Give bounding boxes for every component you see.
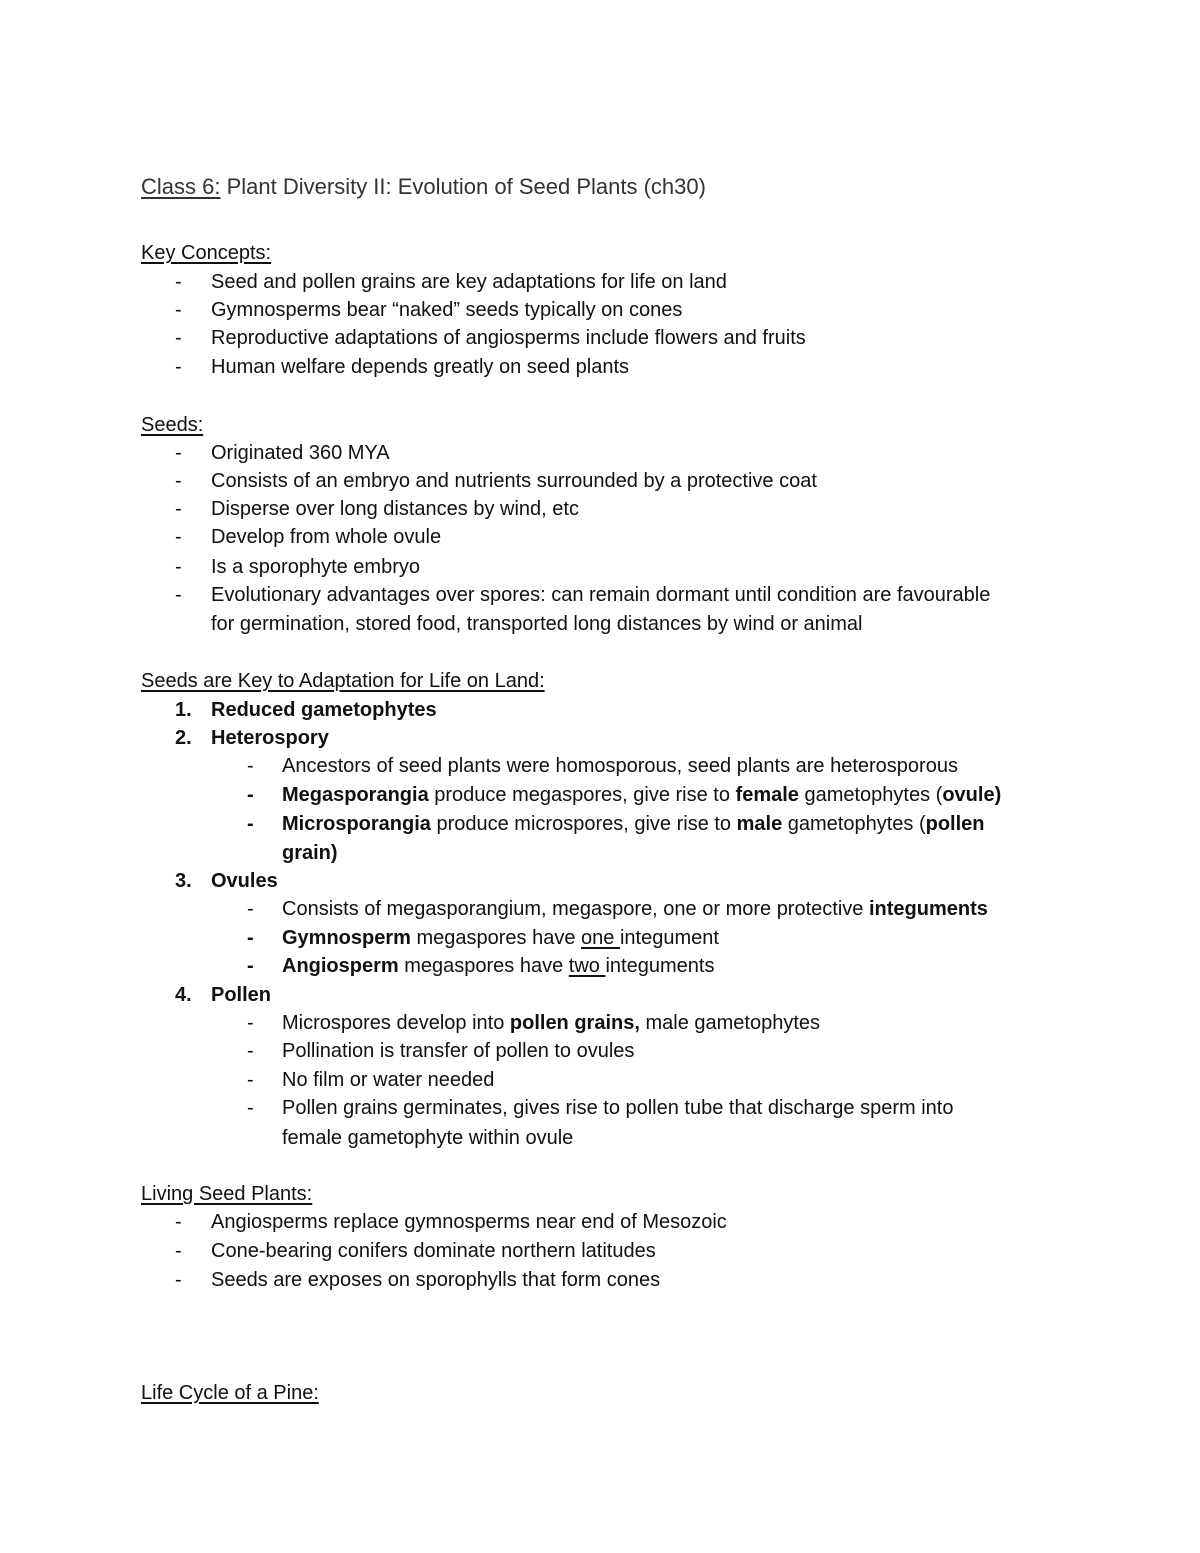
adaptation-item-3: Ovules bbox=[211, 870, 278, 892]
bullet-dash: - bbox=[175, 271, 182, 293]
key-concept-item: Gymnosperms bear “naked” seeds typically on cones bbox=[211, 299, 683, 321]
pollen-sub-2: Pollination is transfer of pollen to ovules bbox=[282, 1040, 635, 1062]
sub-text: Microspores develop into bbox=[282, 1012, 510, 1034]
sub-text: gametophytes ( bbox=[782, 813, 926, 835]
bullet-dash: - bbox=[247, 784, 254, 806]
bullet-dash: - bbox=[175, 526, 182, 548]
sub-text: gametophytes ( bbox=[798, 784, 943, 806]
list-number: 3. bbox=[175, 870, 192, 892]
bullet-dash: - bbox=[247, 755, 254, 777]
pollen-sub-3: No film or water needed bbox=[282, 1069, 495, 1091]
bullet-dash: - bbox=[175, 1240, 182, 1262]
seeds-item: Consists of an embryo and nutrients surrounded by a protective coat bbox=[211, 470, 817, 492]
bullet-dash: - bbox=[175, 356, 182, 378]
bullet-dash: - bbox=[247, 1097, 254, 1119]
bullet-dash: - bbox=[247, 813, 254, 835]
sub-text: produce microspores, give rise to bbox=[430, 813, 737, 835]
two-underlined: two bbox=[568, 955, 606, 977]
bullet-dash: - bbox=[175, 1269, 182, 1291]
list-number: 2. bbox=[175, 727, 192, 749]
pollen-grain-term: grain) bbox=[282, 842, 338, 864]
bullet-dash: - bbox=[175, 470, 182, 492]
ovule-term: ovule) bbox=[942, 784, 1002, 806]
key-concept-item: Human welfare depends greatly on seed plants bbox=[211, 356, 630, 378]
female-term: female bbox=[735, 784, 799, 806]
ovules-sub-2 bbox=[282, 924, 719, 952]
integuments-term: integuments bbox=[868, 898, 988, 920]
title-text: Plant Diversity II: Evolution of Seed Plants (ch30) bbox=[220, 174, 706, 199]
list-number: 4. bbox=[175, 984, 192, 1006]
bullet-dash: - bbox=[175, 584, 182, 606]
sub-text: male gametophytes bbox=[639, 1012, 821, 1034]
sub-text: megaspores have bbox=[398, 955, 569, 977]
sub-text: megaspores have bbox=[410, 927, 582, 949]
one-underlined: one bbox=[581, 927, 620, 949]
pollen-sub-1 bbox=[282, 1009, 820, 1037]
bullet-dash: - bbox=[175, 327, 182, 349]
list-number: 1. bbox=[175, 699, 192, 721]
heterospory-sub-3 bbox=[282, 810, 985, 838]
seeds-item-continued: for germination, stored food, transported long distances by wind or animal bbox=[211, 613, 863, 635]
bullet-dash: - bbox=[175, 556, 182, 578]
adaptation-heading: Seeds are Key to Adaptation for Life on Land: bbox=[141, 670, 545, 692]
microsporangia-term: Microsporangia bbox=[282, 813, 431, 835]
angiosperm-term: Angiosperm bbox=[282, 955, 399, 977]
pollen-term: pollen bbox=[925, 813, 985, 835]
bullet-dash: - bbox=[175, 1211, 182, 1233]
seeds-item: Evolutionary advantages over spores: can remain dormant until condition are favourable bbox=[211, 584, 991, 606]
seeds-item: Disperse over long distances by wind, etc bbox=[211, 498, 579, 520]
living-item: Angiosperms replace gymnosperms near end of Mesozoic bbox=[211, 1211, 727, 1233]
bullet-dash: - bbox=[175, 442, 182, 464]
page-title bbox=[141, 173, 706, 201]
ovules-sub-1 bbox=[282, 895, 988, 923]
life-cycle-pine-heading: Life Cycle of a Pine: bbox=[141, 1382, 319, 1404]
gymnosperm-term: Gymnosperm bbox=[282, 927, 411, 949]
pollen-grains-term: pollen grains, bbox=[509, 1012, 640, 1034]
pollen-sub-4: Pollen grains germinates, gives rise to pollen tube that discharge sperm into bbox=[282, 1097, 954, 1119]
pollen-sub-4-continued: female gametophyte within ovule bbox=[282, 1127, 574, 1149]
bullet-dash: - bbox=[247, 927, 254, 949]
living-seed-plants-heading: Living Seed Plants: bbox=[141, 1183, 313, 1205]
bullet-dash: - bbox=[247, 898, 254, 920]
title-prefix: Class 6: bbox=[141, 174, 221, 199]
sub-text: integument bbox=[619, 927, 719, 949]
key-concepts-heading: Key Concepts: bbox=[141, 242, 272, 264]
heterospory-sub-1: Ancestors of seed plants were homosporous, seed plants are heterosporous bbox=[282, 755, 958, 777]
living-item: Cone-bearing conifers dominate northern latitudes bbox=[211, 1240, 656, 1262]
key-concept-item: Reproductive adaptations of angiosperms include flowers and fruits bbox=[211, 327, 806, 349]
megasporangia-term: Megasporangia bbox=[282, 784, 429, 806]
adaptation-item-1: Reduced gametophytes bbox=[211, 699, 437, 721]
living-item: Seeds are exposes on sporophylls that form cones bbox=[211, 1269, 661, 1291]
seeds-item: Originated 360 MYA bbox=[211, 442, 390, 464]
heterospory-sub-2 bbox=[282, 781, 1001, 809]
sub-text: integuments bbox=[605, 955, 715, 977]
male-term: male bbox=[736, 813, 783, 835]
adaptation-item-2: Heterospory bbox=[211, 727, 329, 749]
bullet-dash: - bbox=[175, 299, 182, 321]
bullet-dash: - bbox=[175, 498, 182, 520]
bullet-dash: - bbox=[247, 1069, 254, 1091]
bullet-dash: - bbox=[247, 1012, 254, 1034]
adaptation-item-4: Pollen bbox=[211, 984, 272, 1006]
seeds-item: Is a sporophyte embryo bbox=[211, 556, 420, 578]
key-concept-item: Seed and pollen grains are key adaptations for life on land bbox=[211, 271, 727, 293]
bullet-dash: - bbox=[247, 955, 254, 977]
ovules-sub-3 bbox=[282, 952, 714, 980]
bullet-dash: - bbox=[247, 1040, 254, 1062]
seeds-item: Develop from whole ovule bbox=[211, 526, 442, 548]
sub-text: Consists of megasporangium, megaspore, one or more protective bbox=[282, 898, 869, 920]
sub-text: produce megaspores, give rise to bbox=[428, 784, 736, 806]
seeds-heading: Seeds: bbox=[141, 414, 204, 436]
